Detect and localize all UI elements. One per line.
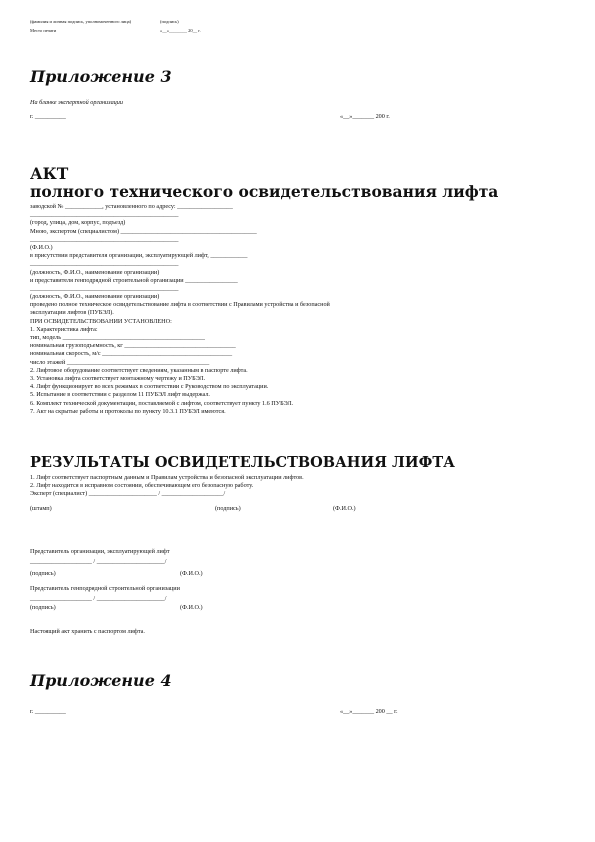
act-line: в присутствии представителя организации, эксплуатирующей лифт, ____________ [30, 252, 248, 260]
appendix-3-city: г. __________ [30, 113, 66, 120]
act-line: 5. Испытание в соответствии с разделом 11 ПУБЭЛ лифт выдержал. [30, 391, 210, 399]
storage-note: Настоящий акт хранить с паспортом лифта. [30, 628, 145, 635]
results-line: 2. Лифт находится в исправном состоянии, обеспечивающем его безопасную работу. [30, 482, 254, 490]
act-line: проведено полное техническое освидетельствование лифта в соответствии с Правилами устройства и безопасной [30, 301, 330, 309]
act-line: 1. Характеристика лифта: [30, 325, 98, 333]
act-line: 3. Установка лифта соответствует монтажному чертежу и ПУБЭЛ. [30, 374, 206, 382]
appendix-3-date: «__»_______ 200 г. [340, 113, 390, 120]
operator-signature-line: ____________________ / ______________________/ [30, 558, 167, 565]
signature-caption: (подпись) [215, 505, 241, 512]
name-caption: (Ф.И.О.) [333, 505, 356, 512]
header-left-top: (фамилия и личная подпись, уполномоченного лица) [30, 19, 132, 24]
act-line: (Ф.И.О.) [30, 243, 53, 251]
act-line: 6. Комплект технической документации, поставляемой с лифтом, соответствует пункту 1.6 ПУБЭЛ. [30, 399, 294, 407]
operator-label: Представитель организации, эксплуатирующей лифт [30, 548, 170, 555]
results-line: Эксперт (специалист) ______________________ / ____________________/ [30, 490, 226, 498]
act-line: 7. Акт на скрытые работы и протоколы по пункту 10.3.1 ПУБЭЛ имеются. [30, 407, 226, 415]
act-line: тип, модель ______________________________________________ [30, 334, 205, 341]
act-line: и представителя генподрядной строительной организации _________________ [30, 276, 238, 284]
header-right-bottom: «__»________ 20__ г. [160, 28, 201, 33]
act-line: номинальная скорость, м/с __________________________________________ [30, 350, 233, 358]
appendix-3-subtitle: На бланке экспертной организации [30, 99, 123, 106]
contractor-signature-caption: (подпись) [30, 604, 56, 611]
act-line: номинальная грузоподъемность, кг ____________________________________ [30, 342, 236, 350]
act-line: (должность, Ф.И.О., наименование организации) [30, 268, 160, 276]
contractor-signature-line: ____________________ / ______________________/ [30, 595, 167, 602]
appendix-4-title: Приложение 4 [30, 671, 172, 690]
stamp-caption: (штамп) [30, 505, 52, 512]
act-line: эксплуатации лифтов (ПУБЭЛ). [30, 309, 114, 317]
act-title-line1: АКТ [30, 164, 69, 183]
act-line: 2. Лифтовое оборудование соответствует сведениям, указанным в паспорте лифта. [30, 366, 248, 374]
act-body [30, 203, 570, 416]
appendix-3-title: Приложение 3 [30, 67, 172, 86]
appendix-4-date: «__»_______ 200 __ г. [340, 708, 398, 715]
act-line: число этажей ______________________________________________ [30, 358, 210, 366]
operator-signature-caption: (подпись) [30, 570, 56, 577]
appendix-4-city: г. __________ [30, 708, 66, 715]
results-title: РЕЗУЛЬТАТЫ ОСВИДЕТЕЛЬСТВОВАНИЯ ЛИФТА [30, 454, 455, 471]
header-right-top: (подпись) [160, 19, 179, 24]
results-body [30, 474, 570, 499]
contractor-label: Представитель генподрядной строительной организации [30, 585, 180, 592]
act-line: (город, улица, дом, корпус, подъезд) [30, 219, 126, 227]
act-line: ________________________________________________ [30, 260, 179, 268]
act-line: (должность, Ф.И.О., наименование организации) [30, 293, 160, 301]
act-line: ________________________________________________ [30, 284, 179, 292]
act-title-line2: полного технического освидетельствования лифта [30, 182, 499, 201]
act-line: ________________________________________________ [30, 211, 179, 219]
act-line: заводской № ____________, установленного по адресу: __________________ [30, 203, 233, 210]
act-line: Мною, экспертом (специалистом) ____________________________________________ [30, 227, 257, 235]
results-line: 1. Лифт соответствует паспортным данным и Правилам устройства и безопасной эксплуатации лифтов. [30, 474, 304, 481]
act-line: 4. Лифт функционирует во всех режимах в соответствии с Руководством по эксплуатации. [30, 383, 269, 391]
header-left-bottom: Место печати [30, 28, 57, 33]
operator-name-caption: (Ф.И.О.) [180, 570, 203, 577]
act-line: ________________________________________________ [30, 235, 179, 243]
act-line: ПРИ ОСВИДЕТЕЛЬСТВОВАНИИ УСТАНОВЛЕНО: [30, 317, 172, 325]
contractor-name-caption: (Ф.И.О.) [180, 604, 203, 611]
